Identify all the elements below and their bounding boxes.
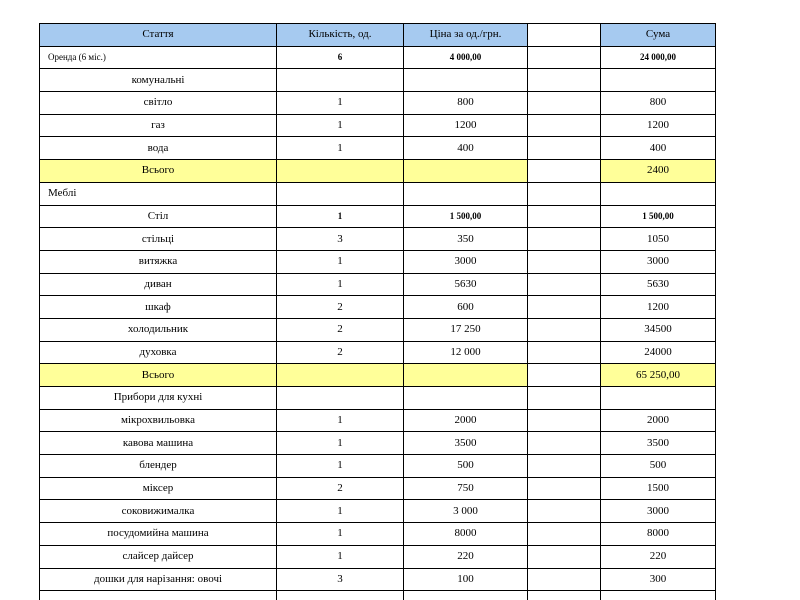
- cell-sum: [601, 182, 716, 205]
- cell-blank: [528, 545, 601, 568]
- section-row: [40, 387, 716, 410]
- cell-quantity: 1: [277, 432, 404, 455]
- cell-item: витяжка: [40, 250, 277, 273]
- cell-price: 350: [404, 228, 528, 251]
- cell-item: комунальні: [40, 69, 277, 92]
- cell-price: 750: [404, 477, 528, 500]
- cell-price: 3500: [404, 432, 528, 455]
- cell-price: [404, 160, 528, 183]
- cell-blank: [528, 205, 601, 228]
- cell-item: світло: [40, 92, 277, 115]
- cell-price: 3 000: [404, 500, 528, 523]
- section-row: [40, 182, 716, 205]
- cell-blank: [528, 387, 601, 410]
- table-row: [40, 568, 716, 591]
- cell-sum: [601, 69, 716, 92]
- cell-price: 8000: [404, 523, 528, 546]
- cell-item: холодильник: [40, 318, 277, 341]
- cell-sum: [601, 387, 716, 410]
- cell-sum: 2400: [601, 160, 716, 183]
- cell-price: [404, 182, 528, 205]
- cell-price: 4 000,00: [404, 46, 528, 69]
- table-row: [40, 409, 716, 432]
- cell-sum: 2000: [601, 409, 716, 432]
- cell-item: Всього: [40, 364, 277, 387]
- cell-blank: [528, 273, 601, 296]
- cell-blank: [528, 318, 601, 341]
- cell-item: шкаф: [40, 296, 277, 319]
- cell-price: 100: [404, 568, 528, 591]
- cell-blank: [528, 591, 601, 600]
- cell-quantity: 1: [277, 250, 404, 273]
- table-row: [40, 500, 716, 523]
- budget-table: [39, 23, 716, 600]
- table-row: [40, 228, 716, 251]
- cell-sum: 3000: [601, 500, 716, 523]
- cell-item: Стіл: [40, 205, 277, 228]
- cell-price: 220: [404, 545, 528, 568]
- cell-item: Меблі: [40, 182, 277, 205]
- cell-quantity: [277, 387, 404, 410]
- cell-sum: 1500: [601, 477, 716, 500]
- cell-price: 800: [404, 92, 528, 115]
- cell-item: міксер: [40, 477, 277, 500]
- cell-sum: 1200: [601, 296, 716, 319]
- cell-quantity: [277, 160, 404, 183]
- cell-blank: [528, 477, 601, 500]
- cell-item: духовка: [40, 341, 277, 364]
- cell-sum: 400: [601, 137, 716, 160]
- cell-quantity: 1: [277, 500, 404, 523]
- header-unit-price: Ціна за од./грн.: [404, 24, 528, 47]
- cell-sum: 8000: [601, 523, 716, 546]
- cell-blank: [528, 568, 601, 591]
- cell-quantity: 2: [277, 477, 404, 500]
- table-row: [40, 432, 716, 455]
- table-row: [40, 205, 716, 228]
- table-row: [40, 92, 716, 115]
- table-header-row: [40, 24, 716, 47]
- header-item: Стаття: [40, 24, 277, 47]
- cell-item: вода: [40, 137, 277, 160]
- cell-item: соковижималка: [40, 500, 277, 523]
- cell-sum: 300: [601, 568, 716, 591]
- cell-quantity: 1: [277, 455, 404, 478]
- cell-price: 2000: [404, 409, 528, 432]
- cell-price: 12 000: [404, 341, 528, 364]
- cell-quantity: 3: [277, 228, 404, 251]
- cell-price: 400: [404, 137, 528, 160]
- cell-quantity: [277, 591, 404, 600]
- cell-price: [404, 69, 528, 92]
- cell-sum: 65 250,00: [601, 364, 716, 387]
- cell-blank: [528, 500, 601, 523]
- table-row: [40, 591, 716, 600]
- table-row: [40, 477, 716, 500]
- cell-blank: [528, 341, 601, 364]
- cell-item: дошки для нарізання: овочі: [40, 568, 277, 591]
- section-row: [40, 69, 716, 92]
- cell-item: стільці: [40, 228, 277, 251]
- cell-blank: [528, 69, 601, 92]
- cell-sum: 5630: [601, 273, 716, 296]
- cell-sum: 500: [601, 455, 716, 478]
- cell-quantity: 2: [277, 318, 404, 341]
- cell-sum: 220: [601, 545, 716, 568]
- cell-quantity: 6: [277, 46, 404, 69]
- cell-price: 17 250: [404, 318, 528, 341]
- table-row: [40, 273, 716, 296]
- cell-item: блендер: [40, 455, 277, 478]
- cell-quantity: [277, 182, 404, 205]
- cell-quantity: 2: [277, 341, 404, 364]
- cell-sum: 34500: [601, 318, 716, 341]
- cell-price: 3000: [404, 250, 528, 273]
- cell-quantity: 1: [277, 545, 404, 568]
- cell-quantity: [277, 364, 404, 387]
- cell-sum: 800: [601, 92, 716, 115]
- cell-price: 600: [404, 296, 528, 319]
- total-row: [40, 364, 716, 387]
- total-row: [40, 160, 716, 183]
- cell-price: [404, 591, 528, 600]
- table-row: [40, 250, 716, 273]
- cell-sum: 3500: [601, 432, 716, 455]
- cell-sum: [601, 591, 716, 600]
- cell-item: диван: [40, 273, 277, 296]
- cell-price: 1200: [404, 114, 528, 137]
- cell-quantity: 1: [277, 114, 404, 137]
- cell-quantity: 1: [277, 409, 404, 432]
- cell-blank: [528, 160, 601, 183]
- table-row: [40, 523, 716, 546]
- cell-quantity: 1: [277, 273, 404, 296]
- cell-item: Оренда (6 міс.): [40, 46, 277, 69]
- cell-blank: [528, 296, 601, 319]
- cell-blank: [528, 228, 601, 251]
- table-row: [40, 296, 716, 319]
- header-quantity: Кількість, од.: [277, 24, 404, 47]
- cell-item: газ: [40, 114, 277, 137]
- table-row: [40, 318, 716, 341]
- cell-blank: [528, 182, 601, 205]
- cell-item: Всього: [40, 160, 277, 183]
- cell-blank: [528, 114, 601, 137]
- cell-blank: [528, 250, 601, 273]
- cell-quantity: 3: [277, 568, 404, 591]
- cell-quantity: 1: [277, 92, 404, 115]
- cell-quantity: [277, 69, 404, 92]
- cell-quantity: 1: [277, 523, 404, 546]
- table-row: [40, 455, 716, 478]
- table-row: [40, 545, 716, 568]
- cell-item: слайсер дайсер: [40, 545, 277, 568]
- header-blank: [528, 24, 601, 47]
- cell-item: Прибори для кухні: [40, 387, 277, 410]
- cell-blank: [528, 46, 601, 69]
- cell-blank: [528, 455, 601, 478]
- cell-price: [404, 387, 528, 410]
- table-row: [40, 341, 716, 364]
- cell-quantity: 1: [277, 205, 404, 228]
- table-row: [40, 46, 716, 69]
- cell-sum: 24000: [601, 341, 716, 364]
- cell-blank: [528, 92, 601, 115]
- header-sum: Сума: [601, 24, 716, 47]
- cell-price: [404, 364, 528, 387]
- cell-item: мікрохвильовка: [40, 409, 277, 432]
- cell-price: 5630: [404, 273, 528, 296]
- cell-item: кавова машина: [40, 432, 277, 455]
- cell-sum: 1 500,00: [601, 205, 716, 228]
- table-row: [40, 137, 716, 160]
- table-row: [40, 114, 716, 137]
- cell-price: 1 500,00: [404, 205, 528, 228]
- cell-item: [40, 591, 277, 600]
- cell-quantity: 2: [277, 296, 404, 319]
- cell-blank: [528, 409, 601, 432]
- cell-item: посудомийна машина: [40, 523, 277, 546]
- cell-quantity: 1: [277, 137, 404, 160]
- cell-sum: 3000: [601, 250, 716, 273]
- cell-price: 500: [404, 455, 528, 478]
- cell-sum: 1050: [601, 228, 716, 251]
- cell-blank: [528, 364, 601, 387]
- cell-blank: [528, 523, 601, 546]
- cell-sum: 1200: [601, 114, 716, 137]
- cell-sum: 24 000,00: [601, 46, 716, 69]
- cell-blank: [528, 137, 601, 160]
- cell-blank: [528, 432, 601, 455]
